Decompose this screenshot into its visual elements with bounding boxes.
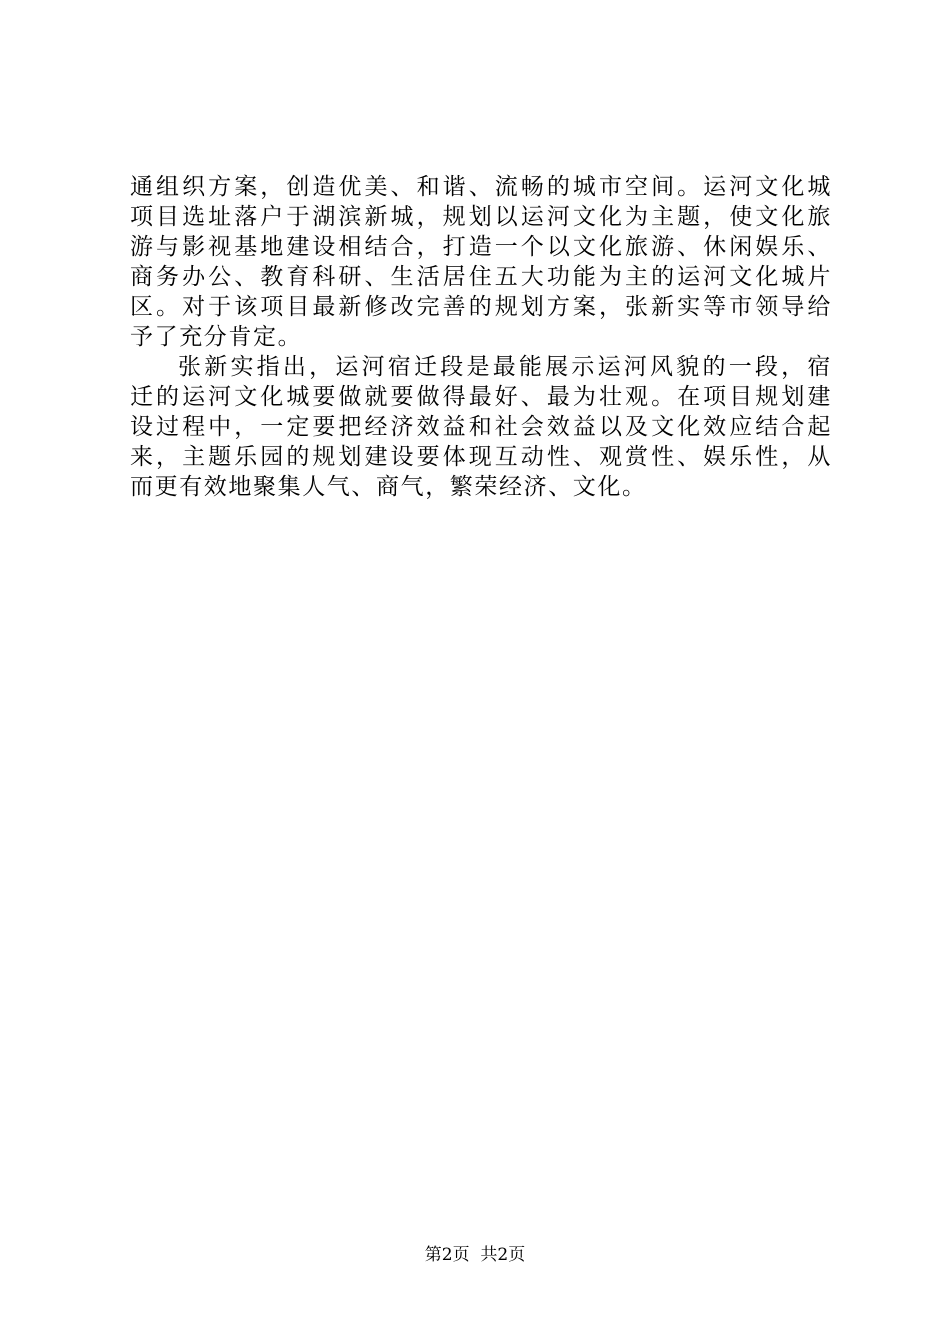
text-line: 来，主题乐园的规划建设要体现互动性、观赏性、娱乐性，从 [130, 444, 832, 470]
text-line: 张新实指出，运河宿迁段是最能展示运河风貌的一段，宿 [178, 354, 832, 380]
text-line: 游与影视基地建设相结合，打造一个以文化旅游、休闲娱乐、 [130, 234, 832, 260]
document-body [130, 172, 832, 502]
paragraph-2 [130, 352, 832, 502]
text-line: 区。对于该项目最新修改完善的规划方案，张新实等市领导给 [130, 294, 832, 320]
text-line: 通组织方案，创造优美、和谐、流畅的城市空间。运河文化城 [130, 174, 832, 200]
text-line: 项目选址落户于湖滨新城，规划以运河文化为主题，使文化旅 [130, 204, 832, 230]
page-footer: 第2页 共2页 [424, 1245, 526, 1265]
text-line: 予了充分肯定。 [130, 324, 303, 350]
paragraph-1 [130, 172, 832, 352]
text-line: 设过程中，一定要把经济效益和社会效益以及文化效应结合起 [130, 414, 832, 440]
text-line: 商务办公、教育科研、生活居住五大功能为主的运河文化城片 [130, 264, 832, 290]
text-line: 迁的运河文化城要做就要做得最好、最为壮观。在项目规划建 [130, 384, 832, 410]
text-line: 而更有效地聚集人气、商气，繁荣经济、文化。 [130, 474, 647, 500]
